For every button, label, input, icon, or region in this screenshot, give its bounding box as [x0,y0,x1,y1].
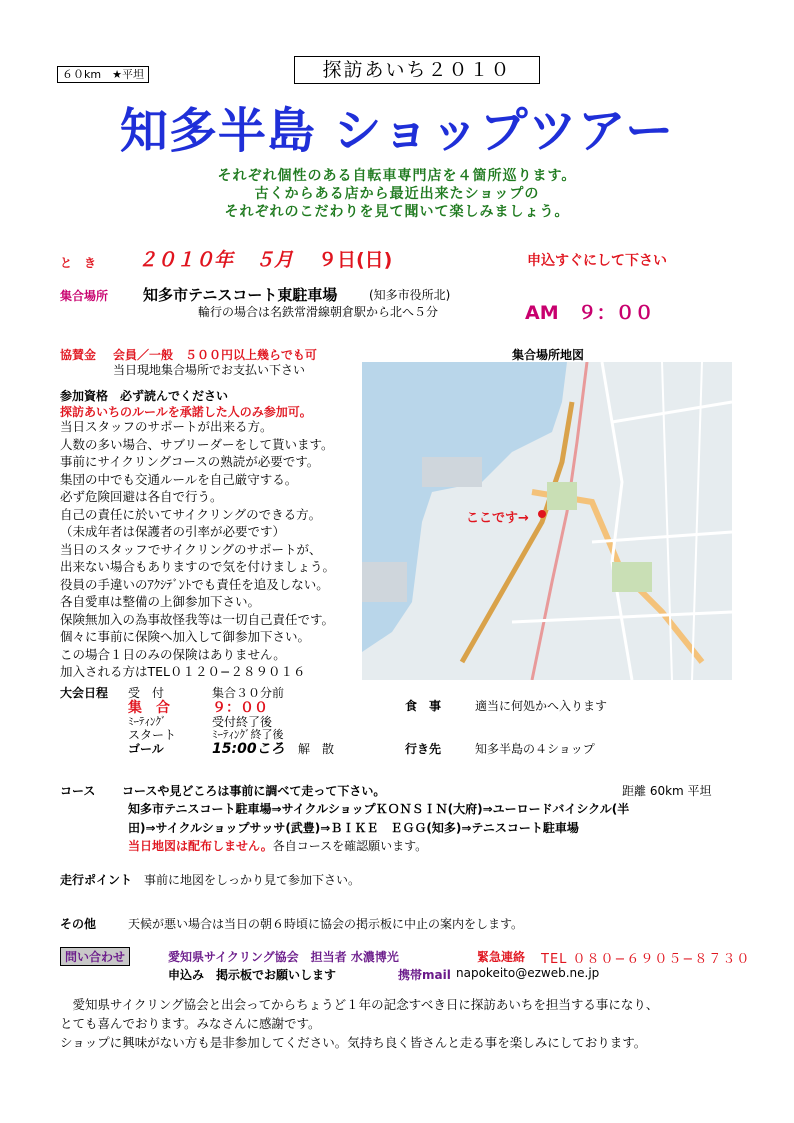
course-map-note: 各自コースを確認願います。 [272,839,428,853]
qualification-line: 加入される方はTEL０１２０−２８９０１６ [60,664,306,679]
apply-notice: 申込すぐにして下さい [527,253,667,269]
fee-label: 協賛金 [60,348,97,362]
meeting-row-value: 受付終了後 [212,715,273,729]
course-map-note-row [128,837,427,854]
fee-note: 当日現地集合場所でお支払い下さい [113,363,306,377]
contact-org: 愛知県サイクリング協会 担当者 水濃博光 [168,950,399,964]
course-label: コース [60,784,96,798]
reception-value: 集合３０分前 [212,686,285,700]
qualification-line: 当日のスタッフでサイクリングのサポートが、 [60,541,322,557]
qualification-line: 役員の手違いのｱｸｼﾃﾞﾝﾄでも責任を追及しない。 [60,576,329,592]
other-label: その他 [60,917,97,931]
qualification-line: 人数の多い場合、サブリーダーをして貰います。 [60,436,334,452]
date-label: と き [60,256,97,270]
page-title: 知多半島 ショップツアー [119,103,675,159]
start-label: スタート [128,728,177,742]
meeting-time: AM ９：００ [525,302,654,324]
urgent-phone: TEL ０８０−６９０５−８７３０ [541,952,751,967]
contact-mail: napokeito@ezweb.ne.jp [456,966,600,980]
map-title: 集合場所地図 [512,348,585,362]
start-value: ﾐｰﾃｨﾝｸﾞ終了後 [212,728,284,741]
map-park [547,482,577,510]
qualification-line: 保険無加入の為事故怪我等は一切自己責任です。 [60,611,335,627]
map-marker-label: ここです→ [466,511,529,526]
meeting-place-note: (知多市役所北) [369,288,451,302]
map-park [612,562,652,592]
reception-label: 受 付 [128,686,165,700]
intro-line: それぞれのこだわりを見て聞いて楽しみましょう。 [224,204,570,220]
intro-line: それぞれ個性のある自転車専門店を４箇所巡ります。 [217,168,577,184]
gather-value: ９：００ [212,700,268,716]
qualification-rule: 探訪あいちのルールを承諾した人のみ参加可。 [60,405,312,419]
goal-time: 15:00ころ [212,741,285,757]
contact-apply: 申込み 掲示板でお願いします [168,968,337,982]
meal-value: 適当に何処かへ入ります [475,699,608,713]
points-value: 事前に地図をしっかり見て参加下さい。 [144,873,361,887]
schedule-label: 大会日程 [60,686,109,700]
date-year: ２０１０年 [138,249,234,271]
fee-value: 会員／一般 ５００円以上幾らでも可 [113,348,317,362]
closing-message [60,995,658,1052]
qualification-list [60,418,335,681]
qualification-line: 出来ない場合もありますので気を付けましょう。 [60,559,336,574]
qualification-line: 当日スタッフのサポートが出来る方。 [60,419,273,434]
qualification-line: 自己の責任に於いてサイクリングのできる方。 [60,506,322,522]
map-pier [422,457,482,487]
course-route-line: 田)⇒サイクルショップサッサ(武豊)⇒ＢＩＫＥ ＥＧＧ(知多)⇒テニスコート駐車場 [128,821,579,835]
urgent-label: 緊急連絡 [477,950,526,964]
intro-line: 古くからある店から最近出来たショップの [254,186,540,202]
destination-value: 知多半島の４ショップ [475,742,595,756]
map-pier [362,562,407,602]
closing-line: ショップに興味がない方も是非参加してください。気持ち良く皆さんと走る事を楽しみにしております。 [60,1035,647,1050]
course-route-line: 知多市テニスコート駐車場⇒サイクルショップＫＯＮＳＩＮ(大府)⇒ユーロードバイシクル(半 [128,802,630,816]
closing-line: とても喜んでおります。みなさんに感謝です。 [60,1016,321,1031]
meeting-label: 集合場所 [60,289,109,303]
closing-line: 愛知県サイクリング協会と出会ってからちょうど１年の記念すべき日に探訪あいちを担当する事になり、 [60,997,659,1012]
course-note: コースや見どころは事前に調べて走って下さい。 [122,784,386,798]
qualification-line: 必ず危険回避は各自で行う。 [60,489,223,504]
meeting-place: 知多市テニスコート東駐車場 [143,286,338,304]
qualification-line: 各自愛車は整備の上御参加下さい。 [60,594,261,609]
qualification-line: 個々に事前に保険へ加入して御参加下さい。 [60,629,311,644]
goal-label: ゴール [128,742,164,756]
qualification-line: 事前にサイクリングコースの熟読が必要です。 [60,454,320,469]
meeting-point-marker [538,510,546,518]
gather-label: 集 合 [128,700,170,716]
meeting-map [362,362,732,680]
destination-label: 行き先 [405,742,442,756]
points-label: 走行ポイント [60,873,133,887]
qualification-line: （未成年者は保護者の引率が必要です） [60,524,286,539]
contact-label: 問い合わせ [60,947,130,966]
qualification-line: 集団の中でも交通ルールを自己厳守する。 [60,471,298,487]
course-distance: 距離 60km 平坦 [622,784,712,798]
mail-label: 携帯mail [398,968,451,982]
qualification-line: この場合１日のみの保険はありません。 [60,646,286,662]
course-map-warning: 当日地図は配布しません。 [128,839,273,853]
meal-label: 食 事 [405,699,442,713]
distance-tag: ６０km ★平坦 [57,66,149,83]
date-month: ５月 [255,249,294,271]
meeting-access: 輪行の場合は名鉄常滑線朝倉駅から北へ５分 [198,305,439,319]
qualification-heading: 参加資格 必ず読んでください [60,389,229,403]
date-day: ９日(日) [318,249,393,271]
goal-value: 解 散 [298,742,335,756]
meeting-row-label: ﾐｰﾃｨﾝｸﾞ [128,715,167,728]
event-subtitle: 探訪あいち２０１０ [294,56,540,84]
other-value: 天候が悪い場合は当日の朝６時頃に協会の掲示板に中止の案内をします。 [128,917,524,931]
